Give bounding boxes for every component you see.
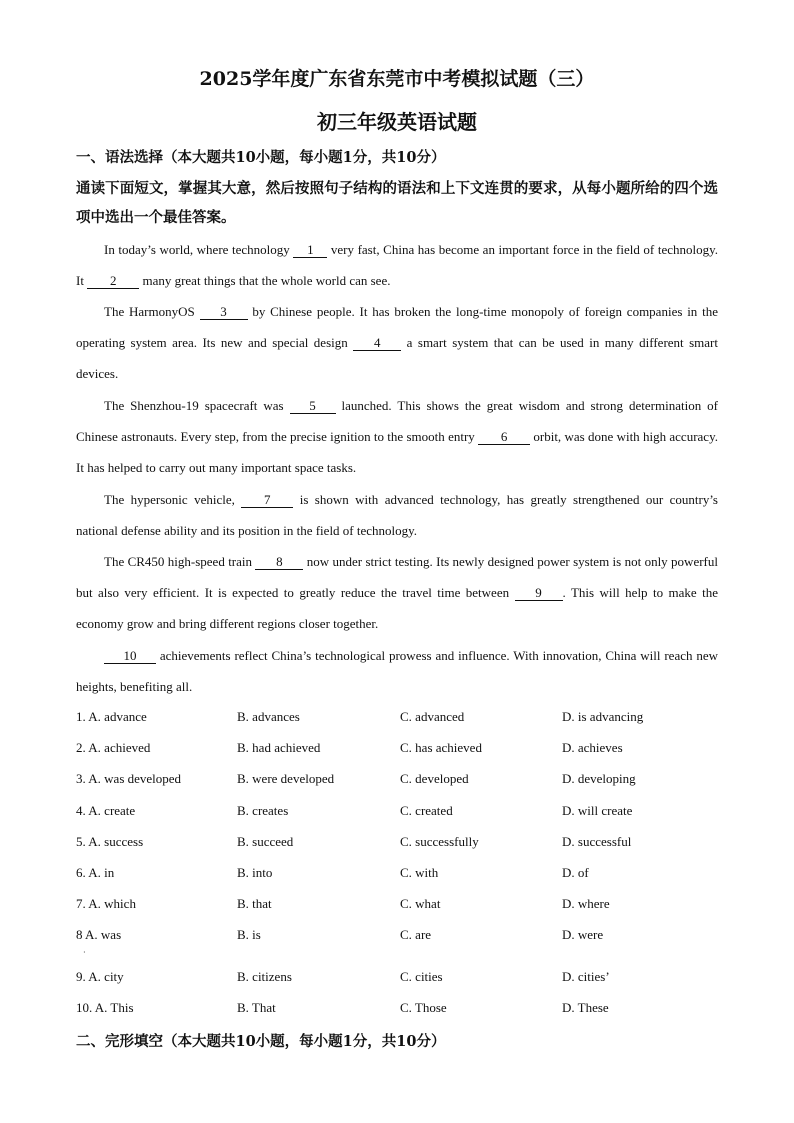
question-8-option-d: D. were: [562, 927, 604, 942]
question-2-option-b: B. had achieved: [237, 740, 321, 755]
question-8-option-b: B. is: [237, 927, 261, 942]
question-8-option-a: 8 A. was: [76, 927, 122, 942]
section2-heading: 二、完形填空（本大题共10小题，每小题1分，共10分）: [76, 1033, 446, 1050]
option-row-5: [76, 834, 726, 854]
question-6-option-c: C. with: [400, 865, 439, 880]
question-10-option-b: B. That: [237, 1000, 276, 1015]
question-10-option-a: 10. A. This: [76, 1000, 134, 1015]
option-row-2: [76, 740, 726, 760]
stray-mark: ·: [83, 948, 86, 957]
question-4-option-d: D. will create: [562, 803, 633, 818]
question-7-option-b: B. that: [237, 896, 272, 911]
question-5-option-a: 5. A. success: [76, 834, 144, 849]
blank-8: 8: [255, 554, 303, 570]
question-2-option-a: 2. A. achieved: [76, 740, 151, 755]
question-4-option-c: C. created: [400, 803, 453, 818]
passage-paragraph-3: The Shenzhou-19 spacecraft was 5 launched. This shows the great wisdom and strong determination of Chinese astronauts. Every step, from the precise ignition to the smooth entry 6 orbit, was done with high accuracy. It has helped to carry out many important space tasks.: [76, 398, 718, 475]
section1-instruction: 通读下面短文，掌握其大意，然后按照句子结构的语法和上下文连贯的要求，从每小题所给的四个选项中选出一个最佳答案。: [76, 180, 718, 226]
question-6-option-b: B. into: [237, 865, 273, 880]
question-1-option-a: 1. A. advance: [76, 709, 147, 724]
option-row-10: [76, 1000, 726, 1020]
question-9-option-a: 9. A. city: [76, 969, 124, 984]
blank-1: 1: [293, 242, 327, 258]
exam-subtitle: 初三年级英语试题: [317, 110, 477, 134]
question-9-option-b: B. citizens: [237, 969, 292, 984]
option-row-7: [76, 896, 726, 916]
question-7-option-d: D. where: [562, 896, 610, 911]
question-4-option-a: 4. A. create: [76, 803, 136, 818]
question-3-option-c: C. developed: [400, 771, 469, 786]
question-10-option-d: D. These: [562, 1000, 609, 1015]
passage-paragraph-4: The hypersonic vehicle, 7 is shown with advanced technology, has greatly strengthened our country’s national defense ability and its position in the field of technology.: [76, 492, 718, 538]
blank-4: 4: [353, 335, 401, 351]
question-2-option-c: C. has achieved: [400, 740, 482, 755]
question-5-option-b: B. succeed: [237, 834, 294, 849]
question-4-option-b: B. creates: [237, 803, 289, 818]
blank-9: 9: [515, 585, 563, 601]
question-1-option-b: B. advances: [237, 709, 300, 724]
question-6-option-d: D. of: [562, 865, 589, 880]
question-3-option-a: 3. A. was developed: [76, 771, 182, 786]
question-8-option-c: C. are: [400, 927, 432, 942]
question-9-option-d: D. cities’: [562, 969, 610, 984]
question-7-option-a: 7. A. which: [76, 896, 136, 911]
question-3-option-b: B. were developed: [237, 771, 335, 786]
passage-paragraph-1: In today’s world, where technology 1 very fast, China has become an important force in the field of technology. It 2 many great things that the whole world can see.: [76, 242, 718, 288]
blank-6: 6: [478, 429, 530, 445]
section1-heading: 一、语法选择（本大题共10小题，每小题1分，共10分）: [76, 149, 446, 166]
question-5-option-d: D. successful: [562, 834, 632, 849]
question-10-option-c: C. Those: [400, 1000, 447, 1015]
passage-paragraph-2: The HarmonyOS 3 by Chinese people. It has broken the long-time monopoly of foreign companies in the operating system area. Its new and special design 4 a smart system that can be used in many different smart devices.: [76, 304, 718, 381]
option-row-8: [76, 927, 726, 947]
question-7-option-c: C. what: [400, 896, 441, 911]
option-row-9: [76, 969, 726, 989]
question-1-option-c: C. advanced: [400, 709, 465, 724]
blank-3: 3: [200, 304, 248, 320]
option-row-3: [76, 771, 726, 791]
blank-2: 2: [87, 273, 139, 289]
blank-5: 5: [290, 398, 336, 414]
exam-title: 2025学年度广东省东莞市中考模拟试题（三）: [199, 68, 595, 90]
question-2-option-d: D. achieves: [562, 740, 623, 755]
option-row-1: [76, 709, 726, 729]
passage-paragraph-6: 10 achievements reflect China’s technological prowess and influence. With innovation, China will reach new heights, benefiting all.: [76, 648, 718, 694]
question-6-option-a: 6. A. in: [76, 865, 115, 880]
passage-paragraph-5: The CR450 high-speed train 8 now under strict testing. Its newly designed power system is not only powerful but also very efficient. It is expected to greatly reduce the travel time between 9 . This will help to make the economy grow and bring different regions closer together.: [76, 554, 718, 631]
question-5-option-c: C. successfully: [400, 834, 479, 849]
blank-10: 10: [104, 648, 156, 664]
option-row-4: [76, 803, 726, 823]
blank-7: 7: [241, 492, 293, 508]
option-row-6: [76, 865, 726, 885]
question-9-option-c: C. cities: [400, 969, 443, 984]
question-1-option-d: D. is advancing: [562, 709, 644, 724]
question-3-option-d: D. developing: [562, 771, 636, 786]
